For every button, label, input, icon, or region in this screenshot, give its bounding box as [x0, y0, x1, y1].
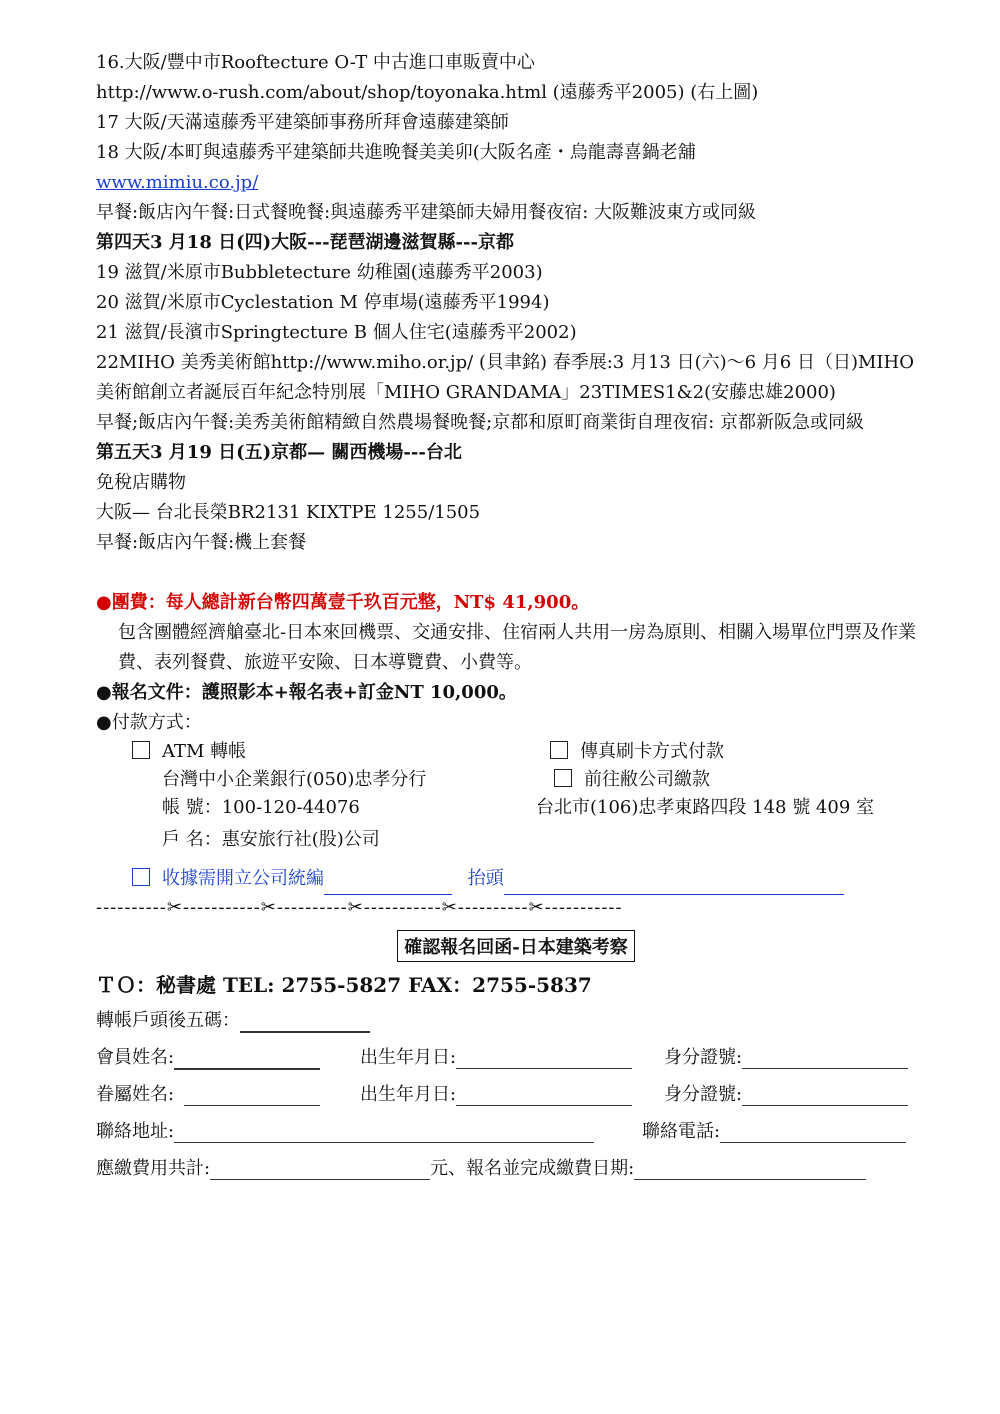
- family-name-field[interactable]: [184, 1084, 320, 1106]
- to-line: ＴＯ：秘書處 TEL: 2755-5827 FAX：2755-5837: [96, 973, 592, 997]
- payment-bank: 台灣中小企業銀行(050)忠孝分行: [162, 769, 427, 790]
- day5-title: 第五天3 月19 日(五)京都— 關西機場---台北: [96, 442, 462, 463]
- family-id-field[interactable]: [742, 1084, 908, 1106]
- form-row-contact: 聯絡地址: 聯絡電話:: [96, 1113, 936, 1150]
- payment-holder: 戶 名：惠安旅行社(股)公司: [162, 829, 380, 850]
- payment-options: [96, 738, 936, 850]
- document-page: [96, 48, 936, 1187]
- day4-item-19: 19 滋賀/米原市Bubbletecture 幼稚園(遠藤秀平2003): [96, 262, 543, 283]
- form-title: 確認報名回函-日本建築考察: [397, 930, 634, 962]
- meals-day3: 早餐:飯店內午餐:日式餐晚餐:與遠藤秀平建築師夫婦用餐夜宿: 大阪難波東方或同級: [96, 202, 756, 223]
- payment-account: 帳 號：100-120-44076: [162, 797, 360, 818]
- payment-atm-option[interactable]: ATM 轉帳: [132, 738, 246, 766]
- member-birth-field[interactable]: [456, 1047, 632, 1069]
- itinerary-list: [96, 48, 936, 228]
- form-row-fee: 應繳費用共計: 元、報名並完成繳費日期:: [96, 1150, 936, 1187]
- checkbox-visit[interactable]: [554, 769, 572, 787]
- day4-item-20: 20 滋賀/米原市Cyclestation M 停車場(遠藤秀平1994): [96, 292, 550, 313]
- tax-id-blank[interactable]: [324, 864, 452, 895]
- day5-meals: 早餐:飯店內午餐:機上套餐: [96, 532, 307, 553]
- signup-documents: ●報名文件：護照影本+報名表+訂金NT 10,000。: [96, 682, 517, 703]
- checkbox-receipt[interactable]: [132, 868, 150, 886]
- fee-includes: 包含團體經濟艙臺北-日本來回機票、交通安排、住宿兩人共用一房為原則、相關入場單位門票及作業費、表列餐費、旅遊平安險、日本導覽費、小費等。: [118, 622, 917, 673]
- transfer-last5-field[interactable]: [240, 1010, 370, 1033]
- itinerary-line-16-url: http://www.o-rush.com/about/shop/toyonaka.html (遠藤秀平2005) (右上圖): [96, 82, 759, 103]
- company-address: 台北市(106)忠孝東路四段 148 號 409 室: [536, 797, 874, 818]
- itinerary-line-18: 18 大阪/本町與遠藤秀平建築師共進晚餐美美卯(大阪名產・烏龍壽喜鍋老舖: [96, 142, 696, 163]
- checkbox-fax[interactable]: [550, 741, 568, 759]
- day4-item-21: 21 滋賀/長濱市Springtecture B 個人住宅(遠藤秀平2002): [96, 322, 577, 343]
- day5-flight: 大阪— 台北長榮BR2131 KIXTPE 1255/1505: [96, 502, 481, 523]
- payment-heading: ●付款方式：: [96, 712, 202, 733]
- form-row-transfer: 轉帳戶頭後五碼：: [96, 1002, 936, 1039]
- tour-fee-line: ●團費：每人總計新台幣四萬壹千玖百元整，NT$ 41,900。: [96, 592, 590, 613]
- payment-date-field[interactable]: [634, 1158, 866, 1180]
- itinerary-line-17: 17 大阪/天滿遠藤秀平建築師事務所拜會遠藤建築師: [96, 112, 509, 133]
- itinerary-line-16: 16.大阪/豐中市Rooftecture O-T 中古進口車販賣中心: [96, 52, 535, 73]
- phone-field[interactable]: [720, 1121, 906, 1143]
- day5-duty-free: 免稅店購物: [96, 472, 186, 493]
- cut-line: ----------✂-----------✂----------✂-----------✂----------✂-----------: [96, 897, 623, 918]
- family-birth-field[interactable]: [456, 1084, 632, 1106]
- day4-title: 第四天3 月18 日(四)大阪---琵琶湖邊滋賀縣---京都: [96, 232, 514, 253]
- mimiu-link[interactable]: www.mimiu.co.jp/: [96, 172, 259, 193]
- payment-visit-option[interactable]: 前往敝公司繳款: [554, 766, 710, 794]
- checkbox-atm[interactable]: [132, 741, 150, 759]
- receipt-line: 收據需開立公司統編 抬頭: [96, 864, 936, 895]
- address-field[interactable]: [174, 1121, 594, 1143]
- meals-day4: 早餐;飯店內午餐:美秀美術館精緻自然農場餐晚餐;京都和原町商業街自理夜宿: 京都新阪急或同級: [96, 412, 864, 433]
- payment-fax-option[interactable]: 傳真刷卡方式付款: [550, 738, 724, 766]
- member-name-field[interactable]: [174, 1047, 320, 1070]
- receipt-header-blank[interactable]: [504, 864, 844, 895]
- form-row-member: 會員姓名: 出生年月日: 身分證號:: [96, 1039, 936, 1076]
- total-fee-field[interactable]: [210, 1158, 430, 1180]
- miho-museum-text: 22MIHO 美秀美術館http://www.miho.or.jp/ (貝聿銘) 春季展:3 月13 日(六)～6 月6 日（日)MIHO 美術館創立者誕辰百年紀念特別展「MIHO GRANDAMA」23TIMES1&2(安藤忠雄2000): [96, 352, 914, 403]
- member-id-field[interactable]: [742, 1047, 908, 1069]
- form-row-family: 眷屬姓名: 出生年月日: 身分證號:: [96, 1076, 936, 1113]
